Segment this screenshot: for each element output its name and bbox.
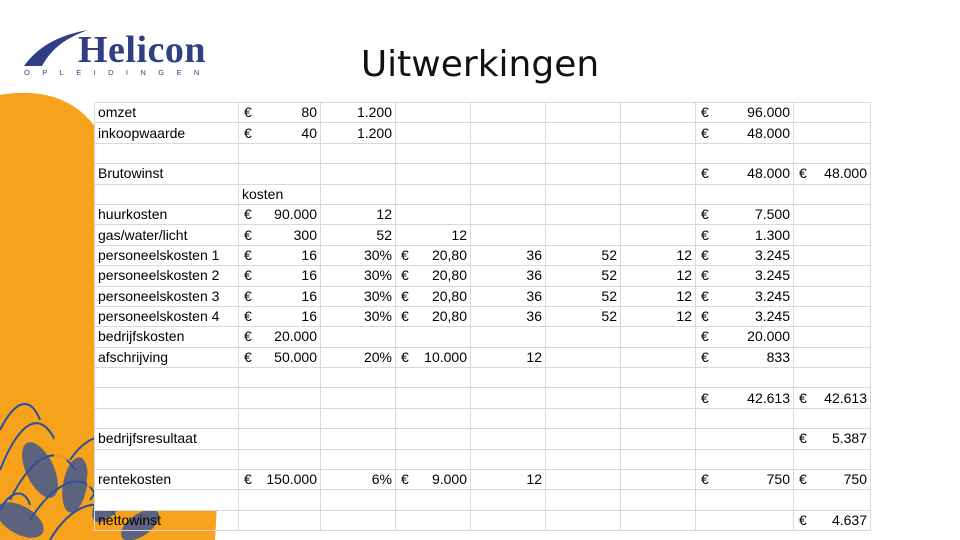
table-cell — [396, 429, 471, 449]
table-cell — [546, 143, 621, 163]
table-cell — [239, 429, 321, 449]
table-cell — [239, 286, 321, 306]
table-cell — [696, 429, 794, 449]
table-row — [95, 449, 871, 469]
table-cell: 12 — [396, 225, 471, 245]
currency-value: 3.245 — [754, 287, 790, 304]
table-cell — [696, 306, 794, 326]
table-cell — [696, 204, 794, 224]
table-cell — [546, 408, 621, 428]
table-cell — [621, 143, 696, 163]
table-cell — [794, 266, 871, 286]
currency-symbol: € — [244, 267, 252, 284]
table-cell: omzet — [95, 103, 239, 123]
table-row — [95, 204, 871, 224]
table-cell — [621, 123, 696, 143]
table-cell: 36 — [471, 266, 546, 286]
currency-symbol: € — [701, 104, 709, 121]
table-cell — [621, 184, 696, 204]
table-cell: personeelskosten 4 — [95, 306, 239, 326]
table-cell — [621, 347, 696, 367]
table-cell — [546, 388, 621, 408]
table-row — [95, 306, 871, 326]
logo-wordmark: Helicon — [78, 29, 207, 71]
currency-value: 750 — [843, 471, 867, 488]
currency-value: 300 — [293, 226, 317, 243]
table-cell: huurkosten — [95, 204, 239, 224]
currency-value: 16 — [301, 308, 317, 325]
table-cell — [471, 103, 546, 123]
table-row — [95, 245, 871, 265]
table-cell — [546, 429, 621, 449]
table-cell: 12 — [621, 306, 696, 326]
table-cell — [621, 429, 696, 449]
table-cell — [546, 184, 621, 204]
table-cell — [794, 510, 871, 530]
table-cell — [471, 123, 546, 143]
table-cell — [621, 327, 696, 347]
currency-value: 48.000 — [747, 165, 790, 182]
table-cell — [396, 347, 471, 367]
table-cell — [696, 347, 794, 367]
table-cell — [95, 490, 239, 510]
table-cell — [239, 103, 321, 123]
currency-value: 96.000 — [747, 104, 790, 121]
currency-symbol: € — [244, 328, 252, 345]
currency-value: 10.000 — [424, 348, 467, 365]
currency-value: 80 — [301, 104, 317, 121]
table-cell — [794, 286, 871, 306]
table-cell — [696, 449, 794, 469]
currency-value: 48.000 — [824, 165, 867, 182]
table-cell — [239, 408, 321, 428]
table-cell — [396, 286, 471, 306]
currency-symbol: € — [244, 287, 252, 304]
table-cell — [239, 204, 321, 224]
table-cell: 1.200 — [321, 103, 396, 123]
table-cell — [794, 470, 871, 490]
currency-value: 20,80 — [431, 246, 467, 263]
table-cell — [396, 143, 471, 163]
table-cell — [239, 306, 321, 326]
table-cell: 30% — [321, 286, 396, 306]
table-cell — [794, 164, 871, 184]
table-cell — [696, 470, 794, 490]
table-cell — [794, 347, 871, 367]
currency-symbol: € — [244, 308, 252, 325]
currency-value: 3.245 — [754, 246, 790, 263]
table-row — [95, 327, 871, 347]
table-cell — [239, 470, 321, 490]
table-cell — [95, 184, 239, 204]
currency-value: 40 — [301, 124, 317, 141]
table-cell: personeelskosten 1 — [95, 245, 239, 265]
table-cell — [95, 449, 239, 469]
currency-value: 16 — [301, 246, 317, 263]
currency-value: 5.387 — [831, 430, 867, 447]
table-cell — [396, 510, 471, 530]
table-cell — [621, 388, 696, 408]
table-cell — [471, 490, 546, 510]
table-cell — [696, 388, 794, 408]
table-cell: gas/water/licht — [95, 225, 239, 245]
currency-value: 50.000 — [274, 348, 317, 365]
currency-symbol: € — [701, 348, 709, 365]
table-cell: Brutowinst — [95, 164, 239, 184]
currency-symbol: € — [401, 246, 409, 263]
table-cell — [794, 388, 871, 408]
table-cell — [546, 347, 621, 367]
table-cell — [396, 408, 471, 428]
currency-symbol: € — [244, 246, 252, 263]
table-cell — [696, 225, 794, 245]
table-cell: 12 — [471, 470, 546, 490]
table-row — [95, 470, 871, 490]
table-cell — [794, 245, 871, 265]
table-cell — [396, 327, 471, 347]
table-cell: inkoopwaarde — [95, 123, 239, 143]
currency-symbol: € — [701, 308, 709, 325]
table-cell — [321, 510, 396, 530]
table-row — [95, 266, 871, 286]
table-cell — [696, 286, 794, 306]
table-cell — [621, 103, 696, 123]
table-cell — [794, 327, 871, 347]
currency-value: 150.000 — [266, 471, 317, 488]
table-cell — [696, 490, 794, 510]
table-cell — [95, 388, 239, 408]
currency-symbol: € — [701, 267, 709, 284]
table-cell — [794, 225, 871, 245]
table-cell — [696, 123, 794, 143]
table-cell: 36 — [471, 286, 546, 306]
table-cell — [396, 164, 471, 184]
currency-symbol: € — [701, 328, 709, 345]
table-cell — [794, 368, 871, 388]
currency-value: 4.637 — [831, 512, 867, 528]
table-cell — [471, 510, 546, 530]
table-cell — [239, 449, 321, 469]
table-cell: 52 — [321, 225, 396, 245]
table-cell — [239, 327, 321, 347]
table-cell — [696, 164, 794, 184]
table-cell — [794, 306, 871, 326]
table-cell — [396, 103, 471, 123]
currency-symbol: € — [799, 165, 807, 182]
table-row — [95, 368, 871, 388]
table-cell — [396, 245, 471, 265]
table-body — [95, 103, 871, 531]
currency-symbol: € — [701, 124, 709, 141]
table-cell: nettowinst — [95, 510, 239, 530]
table-cell — [471, 408, 546, 428]
table-cell — [471, 184, 546, 204]
table-cell — [696, 408, 794, 428]
table-cell — [239, 225, 321, 245]
table-cell: 36 — [471, 245, 546, 265]
currency-symbol: € — [401, 267, 409, 284]
table-cell — [794, 184, 871, 204]
table-cell — [794, 429, 871, 449]
currency-symbol: € — [799, 512, 807, 528]
calculation-table — [94, 102, 871, 531]
table-cell — [321, 327, 396, 347]
table-cell — [471, 449, 546, 469]
currency-symbol: € — [701, 287, 709, 304]
table-cell — [621, 368, 696, 388]
table-cell — [396, 470, 471, 490]
table-cell — [471, 429, 546, 449]
table-cell — [471, 164, 546, 184]
currency-value: 20.000 — [274, 328, 317, 345]
logo-subtitle: OPLEIDINGEN — [24, 68, 212, 77]
table-cell — [546, 327, 621, 347]
table-cell — [239, 143, 321, 163]
table-cell — [239, 388, 321, 408]
currency-symbol: € — [401, 471, 409, 488]
table-cell — [621, 204, 696, 224]
currency-symbol: € — [701, 206, 709, 223]
table-cell: bedrijfskosten — [95, 327, 239, 347]
table-cell — [621, 408, 696, 428]
table-cell — [546, 510, 621, 530]
currency-value: 16 — [301, 287, 317, 304]
table-cell — [396, 123, 471, 143]
table-cell: rentekosten — [95, 470, 239, 490]
table-row — [95, 225, 871, 245]
currency-symbol: € — [701, 246, 709, 263]
table-cell: 52 — [546, 286, 621, 306]
table-cell: 52 — [546, 266, 621, 286]
table-cell — [396, 449, 471, 469]
table-row — [95, 286, 871, 306]
currency-value: 20.000 — [747, 328, 790, 345]
table-cell — [396, 306, 471, 326]
table-cell — [471, 143, 546, 163]
table-cell — [239, 368, 321, 388]
table-cell: 30% — [321, 245, 396, 265]
currency-value: 7.500 — [754, 206, 790, 223]
currency-value: 42.613 — [824, 389, 867, 406]
table-cell — [396, 368, 471, 388]
table-cell — [621, 449, 696, 469]
currency-value: 750 — [766, 471, 790, 488]
table-cell: kosten — [239, 184, 321, 204]
table-cell: 30% — [321, 306, 396, 326]
table-cell — [95, 408, 239, 428]
table-cell — [794, 204, 871, 224]
table-cell — [239, 347, 321, 367]
table-cell — [95, 143, 239, 163]
table-row — [95, 123, 871, 143]
table-cell — [239, 245, 321, 265]
table-cell — [546, 470, 621, 490]
table-cell — [794, 143, 871, 163]
table-cell: 12 — [621, 266, 696, 286]
table-cell — [794, 123, 871, 143]
table-cell — [621, 470, 696, 490]
table-cell — [794, 408, 871, 428]
spreadsheet — [94, 102, 870, 528]
currency-symbol: € — [244, 226, 252, 243]
table-cell — [321, 164, 396, 184]
currency-symbol: € — [401, 308, 409, 325]
currency-value: 90.000 — [274, 206, 317, 223]
table-cell: personeelskosten 2 — [95, 266, 239, 286]
table-cell — [471, 327, 546, 347]
table-cell — [696, 143, 794, 163]
table-cell — [471, 204, 546, 224]
table-cell — [546, 490, 621, 510]
table-cell — [794, 103, 871, 123]
table-cell — [396, 490, 471, 510]
table-cell — [696, 245, 794, 265]
currency-symbol: € — [799, 389, 807, 406]
table-cell — [794, 449, 871, 469]
currency-symbol: € — [244, 471, 252, 488]
table-cell — [396, 204, 471, 224]
currency-symbol: € — [401, 287, 409, 304]
currency-symbol: € — [401, 348, 409, 365]
table-cell — [321, 143, 396, 163]
table-cell — [696, 103, 794, 123]
table-cell: 12 — [621, 286, 696, 306]
table-cell: 20% — [321, 347, 396, 367]
currency-symbol: € — [244, 206, 252, 223]
table-cell: 52 — [546, 245, 621, 265]
table-cell — [471, 388, 546, 408]
table-cell — [239, 123, 321, 143]
currency-symbol: € — [244, 124, 252, 141]
table-cell: bedrijfsresultaat — [95, 429, 239, 449]
table-cell: 6% — [321, 470, 396, 490]
currency-value: 20,80 — [431, 267, 467, 284]
currency-symbol: € — [244, 348, 252, 365]
currency-symbol: € — [701, 389, 709, 406]
table-cell — [321, 449, 396, 469]
table-cell — [546, 103, 621, 123]
table-row — [95, 347, 871, 367]
currency-value: 833 — [766, 348, 790, 365]
currency-symbol: € — [799, 430, 807, 447]
table-cell — [239, 164, 321, 184]
table-cell: 12 — [471, 347, 546, 367]
table-cell — [546, 164, 621, 184]
table-cell — [546, 225, 621, 245]
table-cell: 1.200 — [321, 123, 396, 143]
table-cell — [696, 184, 794, 204]
currency-value: 20,80 — [431, 287, 467, 304]
table-cell — [321, 388, 396, 408]
table-cell: afschrijving — [95, 347, 239, 367]
table-cell — [546, 368, 621, 388]
table-cell — [321, 368, 396, 388]
table-cell: personeelskosten 3 — [95, 286, 239, 306]
table-cell — [621, 490, 696, 510]
currency-value: 16 — [301, 267, 317, 284]
table-cell — [321, 184, 396, 204]
table-cell — [321, 429, 396, 449]
table-cell — [696, 368, 794, 388]
table-row — [95, 408, 871, 428]
table-cell — [239, 266, 321, 286]
table-cell — [95, 368, 239, 388]
table-cell — [696, 266, 794, 286]
currency-value: 3.245 — [754, 308, 790, 325]
table-cell — [696, 510, 794, 530]
table-cell — [621, 510, 696, 530]
table-row — [95, 429, 871, 449]
currency-value: 3.245 — [754, 267, 790, 284]
page-title: Uitwerkingen — [360, 44, 600, 85]
table-cell — [546, 449, 621, 469]
table-cell: 12 — [321, 204, 396, 224]
table-cell — [471, 368, 546, 388]
table-cell: 12 — [621, 245, 696, 265]
currency-value: 20,80 — [431, 308, 467, 325]
table-cell — [321, 490, 396, 510]
currency-value: 9.000 — [431, 471, 467, 488]
helicon-logo — [22, 26, 212, 82]
table-cell — [621, 225, 696, 245]
table-row — [95, 143, 871, 163]
table-cell — [396, 266, 471, 286]
table-cell — [546, 123, 621, 143]
table-cell — [321, 408, 396, 428]
table-cell — [471, 225, 546, 245]
table-row — [95, 490, 871, 510]
table-row — [95, 510, 871, 530]
currency-value: 1.300 — [754, 226, 790, 243]
currency-symbol: € — [701, 471, 709, 488]
table-cell — [546, 204, 621, 224]
table-cell — [621, 164, 696, 184]
table-cell: 30% — [321, 266, 396, 286]
table-cell — [794, 490, 871, 510]
table-row — [95, 103, 871, 123]
table-cell — [396, 388, 471, 408]
currency-symbol: € — [701, 226, 709, 243]
table-cell — [396, 184, 471, 204]
currency-symbol: € — [799, 471, 807, 488]
table-row — [95, 184, 871, 204]
table-cell — [239, 490, 321, 510]
table-cell — [239, 510, 321, 530]
table-row — [95, 388, 871, 408]
table-cell: 36 — [471, 306, 546, 326]
currency-value: 48.000 — [747, 124, 790, 141]
currency-value: 42.613 — [747, 389, 790, 406]
table-row — [95, 164, 871, 184]
currency-symbol: € — [701, 165, 709, 182]
currency-symbol: € — [244, 104, 252, 121]
table-cell: 52 — [546, 306, 621, 326]
table-cell — [696, 327, 794, 347]
